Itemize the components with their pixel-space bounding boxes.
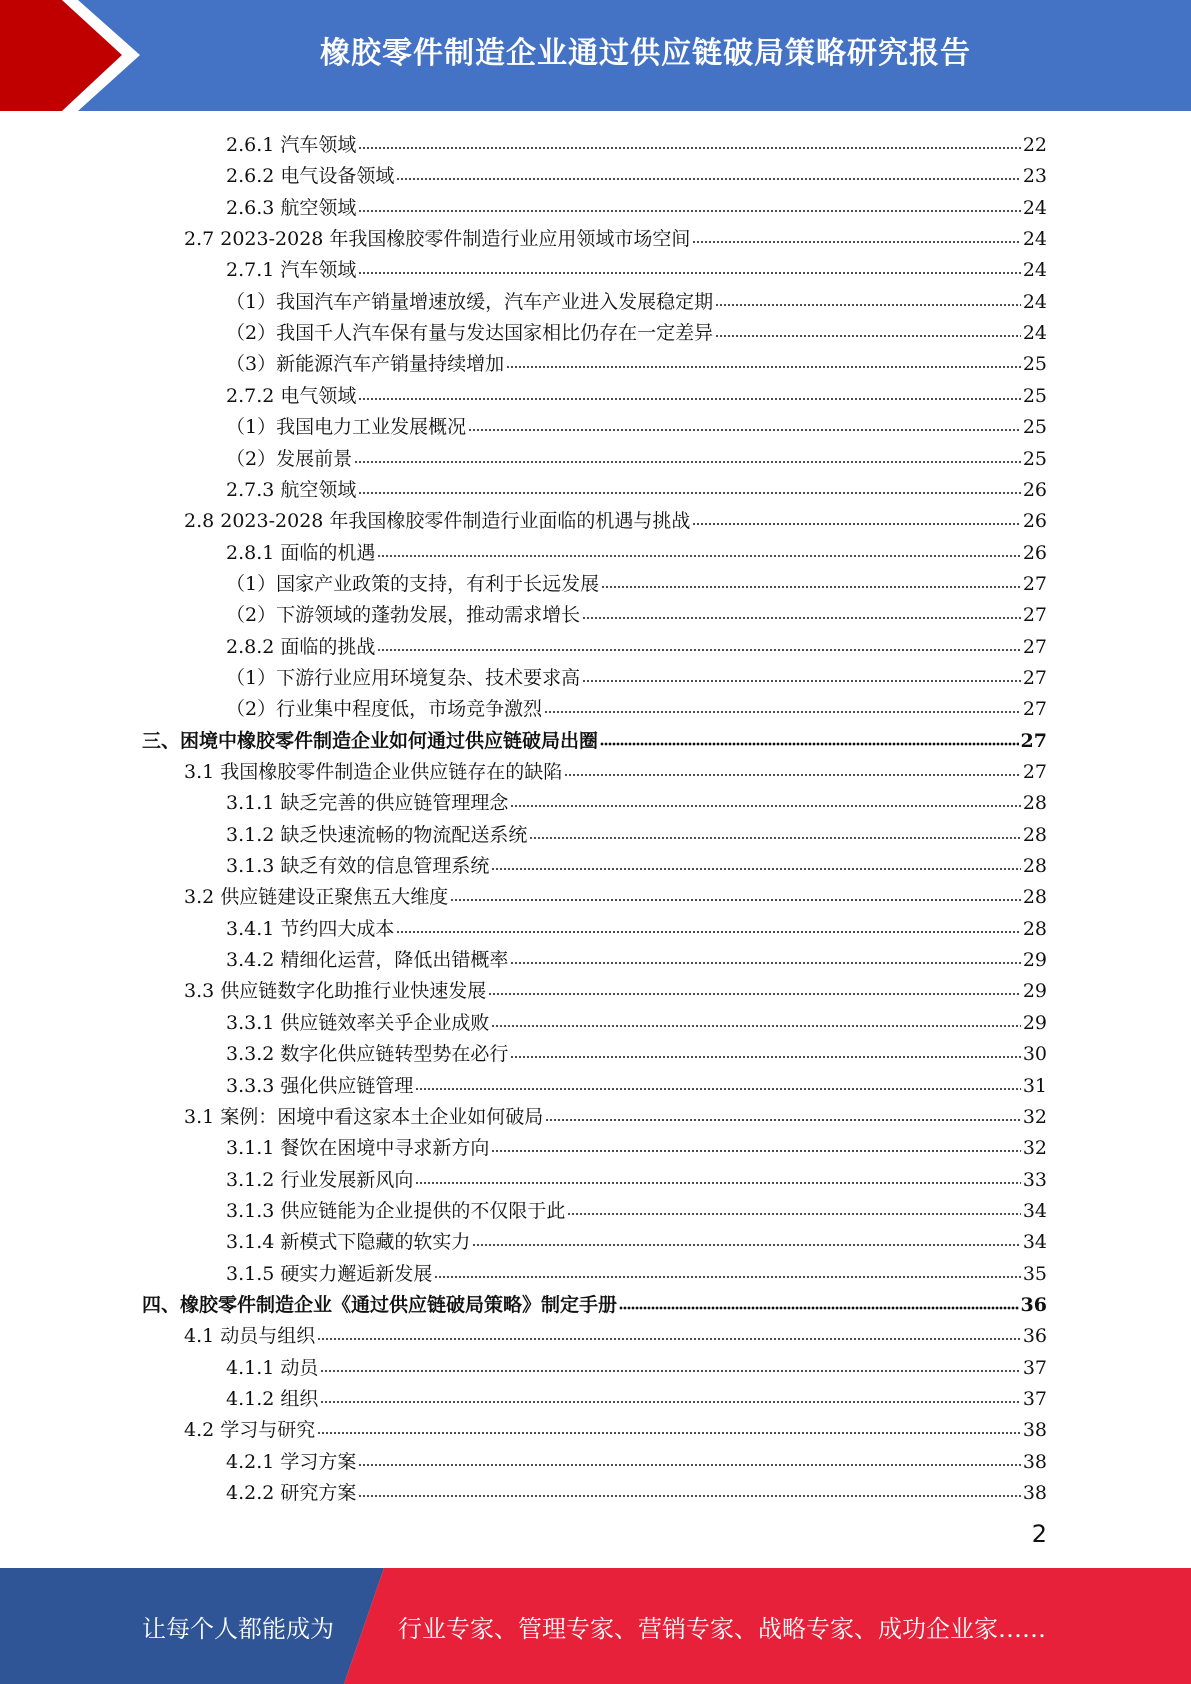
- toc-entry-title: 4.2.2 研究方案: [226, 1482, 357, 1505]
- toc-entry-title: 3.4.2 精细化运营，降低出错概率: [226, 949, 509, 972]
- toc-entry-page: 30: [1022, 1043, 1047, 1066]
- toc-entry[interactable]: [226, 659, 1047, 690]
- toc-dot-leader: [506, 364, 1021, 370]
- toc-entry-page: 37: [1022, 1356, 1047, 1379]
- toc-entry-title: （1）下游行业应用环境复杂、技术要求高: [226, 666, 581, 689]
- toc-entry[interactable]: [226, 408, 1047, 439]
- toc-entry[interactable]: [226, 910, 1047, 941]
- toc-entry[interactable]: [226, 1004, 1047, 1035]
- toc-entry-page: 33: [1022, 1168, 1047, 1191]
- toc-entry-page: 34: [1022, 1231, 1047, 1254]
- toc-entry-title: 3.1.2 缺乏快速流畅的物流配送系统: [226, 823, 528, 846]
- toc-entry[interactable]: [226, 534, 1047, 565]
- toc-dot-leader: [582, 678, 1021, 684]
- toc-entry-page: 38: [1022, 1482, 1047, 1505]
- toc-entry-title: （1）国家产业政策的支持，有利于长远发展: [226, 572, 600, 595]
- toc-dot-leader: [358, 490, 1020, 496]
- toc-entry[interactable]: [184, 220, 1047, 251]
- toc-entry-title: 3.1.1 餐饮在困境中寻求新方向: [226, 1137, 490, 1160]
- toc-entry-title: 3.1.3 缺乏有效的信息管理系统: [226, 855, 490, 878]
- toc-dot-leader: [692, 521, 1020, 527]
- toc-entry-page: 31: [1022, 1074, 1047, 1097]
- toc-entry[interactable]: [142, 722, 1047, 753]
- toc-entry-title: 3.1 我国橡胶零件制造企业供应链存在的缺陷: [184, 761, 563, 783]
- toc-dot-leader: [619, 1305, 1019, 1311]
- toc-entry-title: （2）下游领域的蓬勃发展，推动需求增长: [226, 604, 581, 627]
- toc-entry[interactable]: [226, 1067, 1047, 1098]
- page-header: [0, 0, 1191, 111]
- toc-entry-title: （1）我国汽车产销量增速放缓，汽车产业进入发展稳定期: [226, 290, 714, 313]
- toc-dot-leader: [545, 1117, 1021, 1123]
- toc-entry-page: 36: [1022, 1325, 1047, 1348]
- toc-dot-leader: [358, 208, 1020, 214]
- toc-entry[interactable]: [226, 565, 1047, 596]
- toc-entry[interactable]: [226, 847, 1047, 878]
- toc-entry-page: 26: [1022, 510, 1047, 533]
- toc-entry[interactable]: [226, 440, 1047, 471]
- toc-entry[interactable]: [226, 1192, 1047, 1223]
- toc-entry[interactable]: [226, 1223, 1047, 1254]
- toc-entry[interactable]: [226, 126, 1047, 157]
- toc-entry-page: 25: [1022, 416, 1047, 439]
- toc-entry-title: 3.3.1 供应链效率关乎企业成败: [226, 1011, 490, 1034]
- toc-entry-page: 29: [1022, 980, 1047, 1003]
- toc-dot-leader: [488, 991, 1021, 997]
- toc-entry[interactable]: [226, 628, 1047, 659]
- toc-entry-title: 三、困境中橡胶零件制造企业如何通过供应链破局出圈: [142, 729, 599, 752]
- toc-dot-leader: [472, 1242, 1020, 1248]
- toc-entry-page: 28: [1022, 792, 1047, 815]
- toc-entry-page: 26: [1022, 541, 1047, 564]
- toc-entry-page: 28: [1022, 917, 1047, 940]
- toc-entry[interactable]: [226, 1349, 1047, 1380]
- toc-dot-leader: [358, 1462, 1020, 1468]
- toc-entry-title: 四、橡胶零件制造企业《通过供应链破局策略》制定手册: [142, 1293, 618, 1316]
- toc-entry-page: 38: [1022, 1450, 1047, 1473]
- toc-entry[interactable]: [184, 878, 1047, 909]
- toc-entry[interactable]: [226, 1161, 1047, 1192]
- toc-dot-leader: [600, 741, 1019, 747]
- toc-entry-page: 27: [1022, 698, 1047, 721]
- toc-entry-page: 25: [1022, 353, 1047, 376]
- toc-entry[interactable]: [226, 345, 1047, 376]
- toc-entry-title: 2.8.2 面临的挑战: [226, 635, 376, 658]
- toc-entry-page: 37: [1022, 1388, 1047, 1410]
- toc-dot-leader: [529, 835, 1020, 841]
- toc-entry-title: 3.1.1 缺乏完善的供应链管理理念: [226, 792, 509, 815]
- toc-entry[interactable]: [184, 1317, 1047, 1348]
- toc-entry-title: 2.6.2 电气设备领域: [226, 165, 395, 188]
- toc-dot-leader: [358, 145, 1020, 151]
- toc-dot-leader: [510, 1054, 1020, 1060]
- toc-entry[interactable]: [226, 189, 1047, 220]
- toc-entry-page: 26: [1022, 478, 1047, 501]
- toc-entry-title: 4.1.1 动员: [226, 1356, 319, 1379]
- toc-entry-title: （2）发展前景: [226, 447, 353, 470]
- report-title: 橡胶零件制造企业通过供应链破局策略研究报告: [320, 36, 971, 71]
- toc-dot-leader: [491, 1148, 1020, 1154]
- toc-entry-title: 4.1.2 组织: [226, 1388, 319, 1410]
- toc-dot-leader: [320, 1399, 1020, 1405]
- footer-slogan-right: 行业专家、管理专家、营销专家、战略专家、成功企业家……: [398, 1614, 1046, 1643]
- footer-slogan-left: 让每个人都能成为: [142, 1614, 334, 1643]
- toc-entry-title: 4.2.1 学习方案: [226, 1450, 357, 1473]
- toc-entry-title: 4.1 动员与组织: [184, 1325, 316, 1348]
- toc-entry-page: 28: [1022, 823, 1047, 846]
- toc-entry[interactable]: [184, 753, 1047, 784]
- toc-entry-title: 2.7.1 汽车领域: [226, 259, 357, 282]
- toc-entry[interactable]: [226, 1474, 1047, 1505]
- toc-entry-page: 35: [1022, 1262, 1047, 1285]
- toc-entry-title: 2.8 2023-2028 年我国橡胶零件制造行业面临的机遇与挑战: [184, 510, 691, 533]
- toc-dot-leader: [601, 584, 1021, 590]
- toc-entry-page: 36: [1020, 1293, 1047, 1316]
- toc-entry-page: 23: [1022, 165, 1047, 188]
- toc-dot-leader: [377, 553, 1020, 559]
- toc-entry[interactable]: [226, 1255, 1047, 1286]
- toc-dot-leader: [317, 1430, 1021, 1436]
- toc-dot-leader: [358, 1493, 1020, 1499]
- toc-dot-leader: [377, 647, 1020, 653]
- toc-dot-leader: [715, 302, 1021, 308]
- toc-dot-leader: [491, 1023, 1020, 1029]
- toc-dot-leader: [510, 960, 1020, 966]
- toc-entry-title: （2）行业集中程度低，市场竞争激烈: [226, 698, 543, 721]
- toc-entry-title: 3.3.2 数字化供应链转型势在必行: [226, 1043, 509, 1066]
- toc-dot-leader: [582, 615, 1021, 621]
- toc-entry-page: 32: [1022, 1105, 1047, 1128]
- toc-entry-page: 34: [1022, 1199, 1047, 1222]
- toc-entry[interactable]: [226, 471, 1047, 502]
- toc-entry[interactable]: [226, 1129, 1047, 1160]
- toc-entry[interactable]: [184, 1411, 1047, 1442]
- toc-entry-title: 3.4.1 节约四大成本: [226, 917, 395, 940]
- toc-entry-title: 3.3 供应链数字化助推行业快速发展: [184, 980, 487, 1003]
- toc-entry-title: （2）我国千人汽车保有量与发达国家相比仍存在一定差异: [226, 322, 714, 345]
- toc-entry-page: 29: [1022, 1011, 1047, 1034]
- toc-entry-page: 27: [1022, 666, 1047, 689]
- toc-entry-page: 24: [1022, 322, 1047, 345]
- toc-entry-page: 38: [1022, 1419, 1047, 1442]
- toc-entry-title: 3.2 供应链建设正聚焦五大维度: [184, 886, 449, 909]
- toc-entry[interactable]: [226, 251, 1047, 282]
- toc-entry[interactable]: [226, 816, 1047, 847]
- toc-dot-leader: [317, 1336, 1021, 1342]
- toc-entry[interactable]: [226, 1035, 1047, 1066]
- toc-entry[interactable]: [226, 690, 1047, 721]
- toc-entry-title: 2.7.2 电气领域: [226, 384, 357, 407]
- toc-entry[interactable]: [184, 972, 1047, 1003]
- toc-entry-page: 24: [1022, 259, 1047, 282]
- toc-dot-leader: [567, 1211, 1020, 1217]
- toc-entry-page: 25: [1022, 447, 1047, 470]
- toc-entry[interactable]: [226, 596, 1047, 627]
- toc-entry-page: 27: [1020, 729, 1047, 752]
- toc-entry-page: 25: [1022, 384, 1047, 407]
- toc-entry-title: （1）我国电力工业发展概况: [226, 416, 467, 439]
- toc-entry-title: 3.1 案例：困境中看这家本土企业如何破局: [184, 1105, 544, 1128]
- page-number: 2: [1031, 1520, 1047, 1548]
- toc-entry-title: 3.1.5 硬实力邂逅新发展: [226, 1262, 433, 1285]
- toc-dot-leader: [564, 772, 1021, 778]
- toc-dot-leader: [415, 1180, 1020, 1186]
- toc-entry-title: 2.6.3 航空领域: [226, 196, 357, 219]
- toc-entry-title: 3.1.4 新模式下隐藏的软实力: [226, 1231, 471, 1254]
- toc-entry-page: 24: [1022, 196, 1047, 219]
- toc-entry-title: 3.1.3 供应链能为企业提供的不仅限于此: [226, 1199, 566, 1222]
- toc-dot-leader: [450, 897, 1021, 903]
- toc-entry-title: 4.2 学习与研究: [184, 1419, 316, 1442]
- toc-dot-leader: [396, 176, 1020, 182]
- toc-dot-leader: [544, 709, 1021, 715]
- toc-entry[interactable]: [226, 784, 1047, 815]
- toc-dot-leader: [415, 1086, 1020, 1092]
- toc-entry-page: 27: [1022, 604, 1047, 627]
- toc-entry-page: 24: [1022, 228, 1047, 251]
- toc-entry[interactable]: [142, 1286, 1047, 1317]
- toc-entry-page: 24: [1022, 290, 1047, 313]
- toc-entry-title: 2.7 2023-2028 年我国橡胶零件制造行业应用领域市场空间: [184, 228, 691, 251]
- toc-dot-leader: [396, 929, 1020, 935]
- toc-entry-page: 27: [1022, 761, 1047, 783]
- toc-entry-title: 2.6.1 汽车领域: [226, 134, 357, 156]
- toc-dot-leader: [358, 396, 1020, 402]
- toc-entry[interactable]: [226, 314, 1047, 345]
- toc-entry[interactable]: [226, 157, 1047, 188]
- toc-dot-leader: [434, 1274, 1020, 1280]
- toc-entry-page: 27: [1022, 635, 1047, 658]
- toc-dot-leader: [692, 239, 1020, 245]
- toc-dot-leader: [358, 270, 1020, 276]
- toc-entry-title: 2.7.3 航空领域: [226, 478, 357, 501]
- page-footer: [0, 1568, 1191, 1684]
- toc-entry[interactable]: [226, 1380, 1047, 1411]
- toc-entry[interactable]: [226, 283, 1047, 314]
- toc-entry-page: 27: [1022, 572, 1047, 595]
- toc-entry-title: 2.8.1 面临的机遇: [226, 541, 376, 564]
- toc-dot-leader: [510, 803, 1020, 809]
- toc-entry[interactable]: [184, 502, 1047, 533]
- toc-entry-page: 29: [1022, 949, 1047, 972]
- toc-dot-leader: [491, 866, 1020, 872]
- toc-entry-page: 28: [1022, 855, 1047, 878]
- toc-entry-page: 28: [1022, 886, 1047, 909]
- toc-entry[interactable]: [184, 1098, 1047, 1129]
- toc-dot-leader: [354, 459, 1021, 465]
- toc-dot-leader: [715, 333, 1021, 339]
- toc-entry[interactable]: [226, 1443, 1047, 1474]
- toc-entry-title: 3.1.2 行业发展新风向: [226, 1168, 414, 1191]
- chevron-arrow-icon: [0, 0, 160, 111]
- toc-entry-title: 3.3.3 强化供应链管理: [226, 1074, 414, 1097]
- toc-entry-title: （3）新能源汽车产销量持续增加: [226, 353, 505, 376]
- toc-dot-leader: [468, 427, 1021, 433]
- toc-entry[interactable]: [226, 377, 1047, 408]
- toc-entry-page: 32: [1022, 1137, 1047, 1160]
- toc-dot-leader: [320, 1368, 1020, 1374]
- toc-entry[interactable]: [226, 941, 1047, 972]
- toc-entry-page: 22: [1022, 134, 1047, 156]
